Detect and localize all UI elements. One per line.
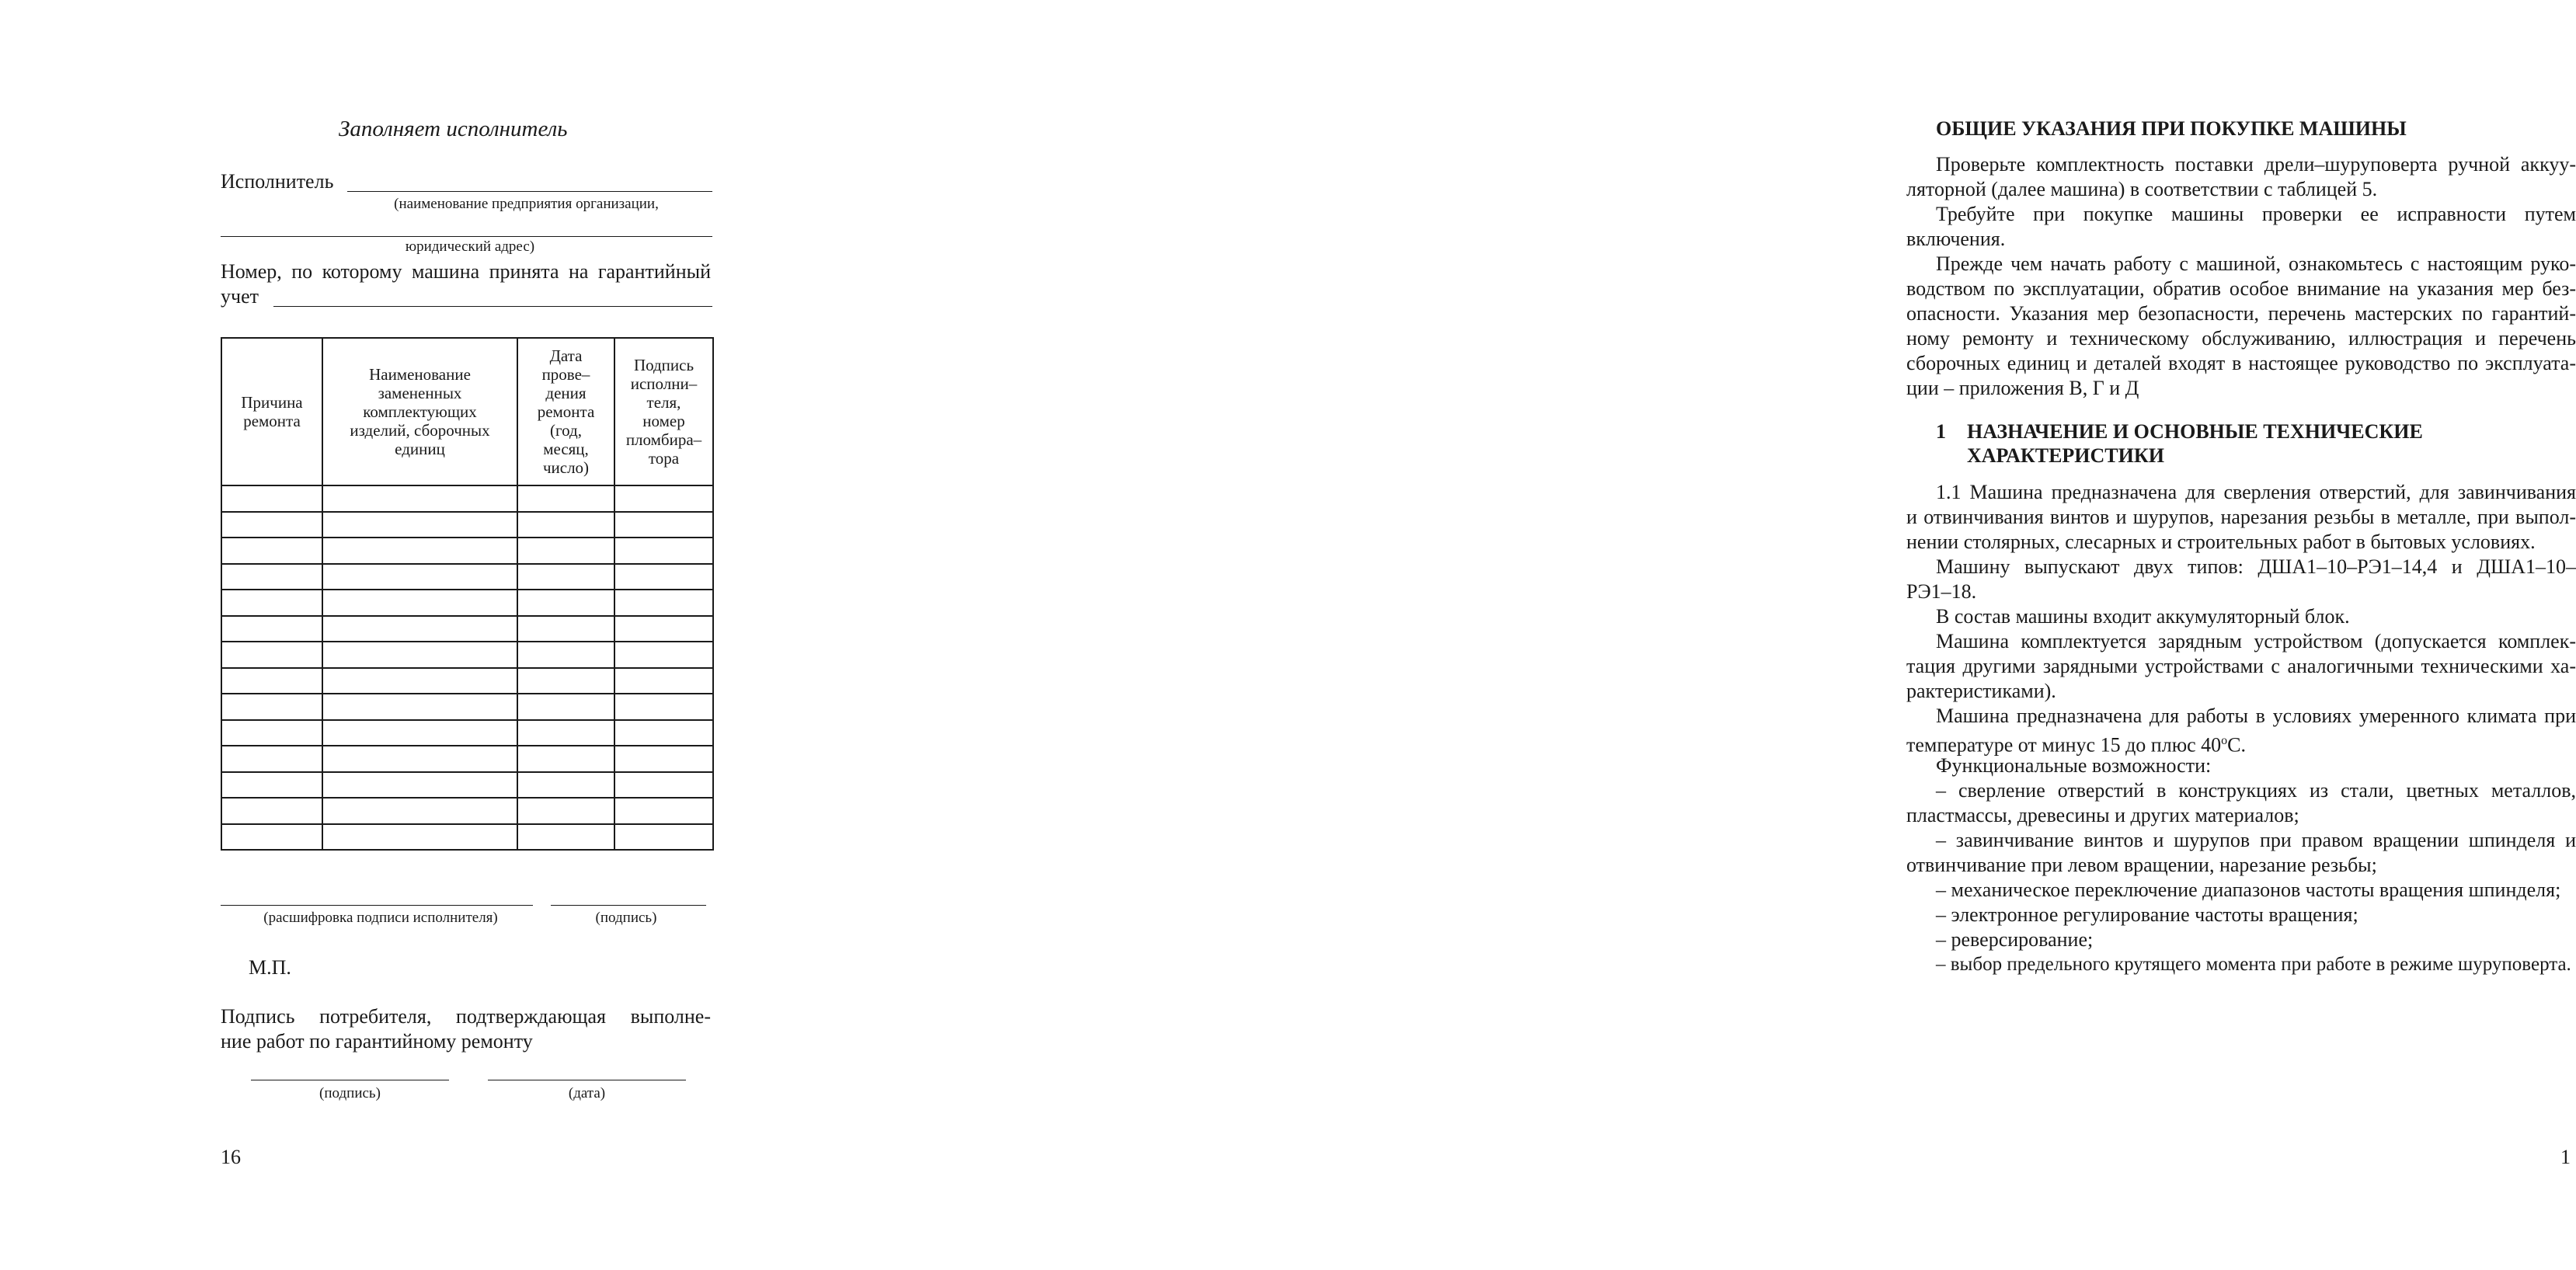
- table-cell: [221, 616, 322, 642]
- table-cell: [517, 642, 614, 668]
- table-cell: [517, 485, 614, 512]
- page-number-right: 1: [2560, 1146, 2571, 1168]
- table-cell: [614, 564, 713, 590]
- section-number: 1: [1936, 420, 1946, 443]
- table-cell: [322, 590, 517, 616]
- table-row: [221, 694, 713, 720]
- org-name-caption: (наименование предприятия организации,: [394, 196, 659, 212]
- table-row: [221, 642, 713, 668]
- paragraph-line: ному ремонту и техническому обслуживанию, иллюстрация и перечень: [1906, 327, 2576, 350]
- table-cell: [517, 798, 614, 824]
- table-cell: [517, 538, 614, 564]
- table-cell: [517, 616, 614, 642]
- table-cell: [517, 824, 614, 851]
- table-row: [221, 772, 713, 799]
- table-cell: [614, 642, 713, 668]
- paragraph-line: рактеристиками).: [1906, 680, 2056, 702]
- warranty-number-fill-line: [273, 306, 712, 307]
- table-cell: [517, 564, 614, 590]
- paragraph-line: Прежде чем начать работу с машиной, ознакомьтесь с настоящим руко-: [1936, 252, 2576, 275]
- list-item-line: – реверсирование;: [1936, 928, 2094, 951]
- paragraph-line: 1.1 Машина предназначена для сверления отверстий, для завинчивания: [1936, 481, 2576, 503]
- table-cell: [322, 538, 517, 564]
- table-cell: [517, 590, 614, 616]
- header-contractor-signature: Подпись исполни– теля, номер пломбира– тора: [614, 338, 713, 485]
- table-row: [221, 746, 713, 772]
- table-cell: [221, 772, 322, 799]
- table-cell: [221, 564, 322, 590]
- list-item-line: – механическое переключение диапазонов частоты вращения шпинделя;: [1936, 879, 2561, 901]
- table-row: [221, 824, 713, 851]
- table-cell: [322, 798, 517, 824]
- table-cell: [614, 512, 713, 538]
- table-cell: [614, 824, 713, 851]
- table-row: [221, 538, 713, 564]
- paragraph-line: сборочных единиц и деталей входят в настоящее руководство по эксплуата-: [1906, 352, 2576, 374]
- table-row: [221, 720, 713, 746]
- table-cell: [517, 694, 614, 720]
- table-cell: [322, 564, 517, 590]
- list-item-line: – выбор предельного крутящего момента при работе в режиме шуруповерта.: [1936, 954, 2571, 975]
- header-replaced-parts: Наименование замененных комплектующих изделий, сборочных единиц: [322, 338, 517, 485]
- table-cell: [614, 485, 713, 512]
- table-row: [221, 616, 713, 642]
- signature-caption: (подпись): [595, 910, 657, 926]
- consumer-date-caption: (дата): [568, 1085, 606, 1101]
- right-page: [890, 0, 2576, 1270]
- table-cell: [322, 694, 517, 720]
- contractor-fill-line: [347, 191, 712, 192]
- table-cell: [322, 668, 517, 694]
- table-cell: [614, 616, 713, 642]
- table-cell: [322, 746, 517, 772]
- header-repair-reason: Причина ремонта: [221, 338, 322, 485]
- temperature-line: температуре от минус 15 до плюс $40^оС$.: [1906, 733, 2247, 757]
- table-cell: [221, 485, 322, 512]
- table-cell: [221, 512, 322, 538]
- table-cell: [614, 720, 713, 746]
- list-item-line: – завинчивание винтов и шурупов при правом вращении шпинделя и: [1936, 829, 2576, 851]
- table-cell: [322, 772, 517, 799]
- left-page: [0, 0, 890, 1270]
- table-cell: [322, 824, 517, 851]
- address-fill-line: [221, 236, 712, 237]
- consumer-signature-caption: (подпись): [319, 1085, 381, 1101]
- degree-superscript: о: [2221, 734, 2228, 747]
- table-row: [221, 668, 713, 694]
- paragraph-line: В состав машины входит аккумуляторный блок.: [1936, 605, 2350, 628]
- signature-decode-line: [221, 905, 533, 906]
- list-item-line: – электронное регулирование частоты вращения;: [1936, 903, 2358, 926]
- table-body: [221, 485, 713, 850]
- warranty-number-label: Номер, по которому машина принята на гарантийный: [221, 260, 711, 283]
- paragraph-line: Проверьте комплектность поставки дрели–шуруповерта ручной аккуу-: [1936, 153, 2576, 176]
- paragraph-line: опасности. Указания мер безопасности, перечень мастерских по гарантий-: [1906, 302, 2576, 325]
- table-cell: [221, 694, 322, 720]
- table-cell: [322, 642, 517, 668]
- paragraph-line: водством по эксплуатации, обратив особое внимание на указания мер без-: [1906, 277, 2576, 300]
- warranty-number-label-cont: учет: [221, 285, 259, 308]
- paragraph-line: Требуйте при покупке машины проверки ее исправности путем: [1936, 203, 2576, 225]
- paragraph-line: ции – приложения В, Г и Д: [1906, 377, 2139, 399]
- table-cell: [221, 798, 322, 824]
- table-row: [221, 485, 713, 512]
- list-item-line: – сверление отверстий в конструкциях из стали, цветных металлов,: [1936, 779, 2576, 802]
- paragraph-line: Машина комплектуется зарядным устройством (допускается комплек-: [1936, 630, 2576, 652]
- paragraph-line: Функциональные возможности:: [1936, 754, 2212, 777]
- table-cell: [221, 538, 322, 564]
- section-heading: НАЗНАЧЕНИЕ И ОСНОВНЫЕ ТЕХНИЧЕСКИЕ: [1967, 420, 2423, 443]
- general-instructions-heading: ОБЩИЕ УКАЗАНИЯ ПРИ ПОКУПКЕ МАШИНЫ: [1936, 117, 2407, 140]
- consumer-signature-text-cont: ние работ по гарантийному ремонту: [221, 1030, 533, 1053]
- section-heading-cont: ХАРАКТЕРИСТИКИ: [1967, 444, 2164, 467]
- table-cell: [517, 720, 614, 746]
- signature-line: [551, 905, 706, 906]
- table-cell: [614, 668, 713, 694]
- paragraph-line: включения.: [1906, 228, 2006, 250]
- table-cell: [322, 485, 517, 512]
- paragraph-line: Машину выпускают двух типов: ДША1–10–РЭ1–14,4 и ДША1–10–: [1936, 555, 2576, 578]
- table-row: [221, 512, 713, 538]
- stamp-place-label: М.П.: [249, 956, 291, 979]
- table-cell: [517, 772, 614, 799]
- paragraph-line: РЭ1–18.: [1906, 580, 1977, 603]
- paragraph-line: тация другими зарядными устройствами с аналогичными техническими ха-: [1906, 655, 2576, 677]
- table-cell: [614, 798, 713, 824]
- page-number-left: 16: [221, 1146, 241, 1168]
- table-row: [221, 564, 713, 590]
- list-item-line: пластмассы, древесины и других материалов;: [1906, 804, 2299, 826]
- paragraph-line: ляторной (далее машина) в соответствии с таблицей 5.: [1906, 178, 2378, 200]
- table-cell: [322, 616, 517, 642]
- paragraph-line: нении столярных, слесарных и строительных работ в бытовых условиях.: [1906, 531, 2536, 553]
- table-cell: [517, 668, 614, 694]
- table-cell: [614, 746, 713, 772]
- repair-record-table: [221, 337, 714, 851]
- paragraph-line: Машина предназначена для работы в условиях умеренного климата при: [1936, 705, 2576, 727]
- table-cell: [221, 590, 322, 616]
- header-repair-date: Дата прове– дения ремонта (год, месяц, число): [517, 338, 614, 485]
- table-row: [221, 798, 713, 824]
- table-cell: [614, 772, 713, 799]
- list-item-line: отвинчивание при левом вращении, нарезание резьбы;: [1906, 854, 2377, 876]
- table-cell: [614, 538, 713, 564]
- table-cell: [517, 512, 614, 538]
- consumer-signature-text: Подпись потребителя, подтверждающая выполне-: [221, 1005, 711, 1028]
- table-cell: [221, 746, 322, 772]
- table-cell: [322, 720, 517, 746]
- table-cell: [221, 642, 322, 668]
- table-cell: [614, 590, 713, 616]
- table-row: [221, 590, 713, 616]
- paragraph-line: и отвинчивания винтов и шурупов, нарезания резьбы в металле, при выпол-: [1906, 506, 2576, 528]
- left-page-title: Заполняет исполнитель: [339, 117, 568, 141]
- table-cell: [221, 824, 322, 851]
- table-cell: [517, 746, 614, 772]
- table-cell: [322, 512, 517, 538]
- table-cell: [221, 668, 322, 694]
- legal-address-caption: юридический адрес): [405, 238, 535, 255]
- table-cell: [221, 720, 322, 746]
- table-cell: [614, 694, 713, 720]
- signature-decode-caption: (расшифровка подписи исполнителя): [263, 910, 498, 926]
- contractor-label: Исполнитель: [221, 170, 334, 193]
